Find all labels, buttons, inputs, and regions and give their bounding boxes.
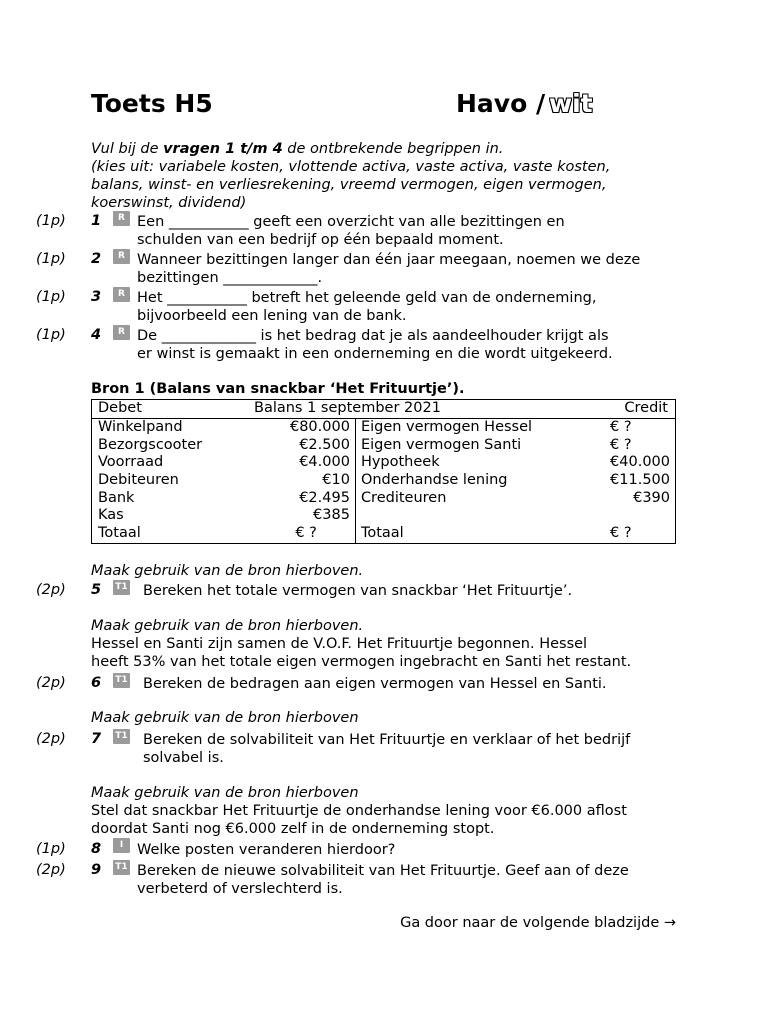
- question-number: 5: [91, 582, 102, 598]
- credit-value: €11.500: [610, 472, 670, 489]
- credit-value: €390: [633, 489, 670, 506]
- source-reference: Maak gebruik van de bron hierboven.: [91, 563, 364, 579]
- credit-total-label: Totaal: [360, 525, 404, 542]
- instruction-choices: balans, winst- en verliesrekening, vreemd vermogen, eigen vermogen,: [91, 177, 607, 193]
- credit-label: Eigen vermogen Hessel: [360, 419, 533, 436]
- debit-label: Bank: [98, 489, 135, 506]
- question-points: (1p): [36, 213, 66, 229]
- next-page-note: Ga door naar de volgende bladzijde →: [400, 915, 676, 931]
- debit-value: €10: [257, 472, 355, 490]
- question-type-badge: R: [113, 211, 130, 226]
- credit-label: Onderhandse lening: [360, 472, 508, 489]
- question-type-badge: T1: [113, 860, 130, 875]
- source-reference: Maak gebruik van de bron hierboven: [91, 710, 359, 726]
- question-number: 8: [91, 841, 102, 857]
- source-reference: Maak gebruik van de bron hierboven.: [91, 618, 364, 634]
- question-text: Het ___________ betreft het geleende geld van de onderneming,: [137, 290, 597, 306]
- question-text: De _____________ is het bedrag dat je als aandeelhouder krijgt als: [137, 328, 609, 344]
- credit-value: [605, 507, 675, 525]
- debit-value: €385: [257, 507, 355, 525]
- question-text: Bereken de nieuwe solvabiliteit van Het Frituurtje. Geef aan of deze: [137, 863, 629, 879]
- level-badge: wit: [549, 89, 593, 118]
- question-number: 1: [91, 213, 102, 229]
- credit-label: Crediteuren: [360, 489, 447, 506]
- question-type-badge: I: [113, 838, 130, 853]
- credit-label: [355, 507, 605, 525]
- question-text: Een ___________ geeft een overzicht van alle bezittingen en: [137, 214, 565, 230]
- question-points: (1p): [36, 841, 66, 857]
- question-text: schulden van een bedrijf op één bepaald moment.: [137, 232, 504, 248]
- debit-total-label: Totaal: [98, 525, 141, 542]
- question-type-badge: T1: [113, 673, 130, 688]
- question-points: (2p): [36, 582, 66, 598]
- question-number: 9: [91, 862, 102, 878]
- question-type-badge: T1: [113, 580, 130, 595]
- question-points: (1p): [36, 327, 66, 343]
- question-text: verbeterd of verslechterd is.: [137, 881, 343, 897]
- instruction-choices: koerswinst, dividend): [91, 195, 247, 211]
- question-context: Stel dat snackbar Het Frituurtje de onderhandse lening voor €6.000 aflost: [91, 803, 627, 819]
- balance-date-header: Balans 1 september 2021: [254, 400, 441, 417]
- debit-value: €80.000: [257, 418, 355, 436]
- debit-label: Debiteuren: [98, 472, 179, 489]
- page-title: Toets H5: [91, 89, 213, 118]
- question-number: 2: [91, 251, 102, 267]
- question-text: bezittingen _____________.: [137, 270, 323, 286]
- question-text: er winst is gemaakt in een onderneming en die wordt uitgekeerd.: [137, 346, 613, 362]
- question-points: (2p): [36, 862, 66, 878]
- question-number: 6: [91, 675, 102, 691]
- question-number: 4: [91, 327, 102, 343]
- question-text: Wanneer bezittingen langer dan één jaar meegaan, noemen we deze: [137, 252, 641, 268]
- debit-value: €2.500: [257, 436, 355, 454]
- question-text: Bereken de solvabiliteit van Het Frituurtje en verklaar of het bedrijf: [143, 732, 631, 748]
- debit-label: Voorraad: [98, 454, 164, 471]
- question-type-badge: T1: [113, 729, 130, 744]
- question-points: (1p): [36, 289, 66, 305]
- source-reference: Maak gebruik van de bron hierboven: [91, 785, 359, 801]
- table-row: [92, 472, 676, 490]
- table-row: [92, 507, 676, 525]
- debit-label: Bezorgscooter: [98, 436, 203, 453]
- table-total-row: [92, 525, 676, 543]
- debit-value: €2.495: [257, 489, 355, 507]
- debit-label: Kas: [98, 507, 124, 524]
- debit-header: Debet: [98, 400, 142, 417]
- balance-sheet-table: [91, 399, 676, 544]
- table-header: [92, 400, 676, 419]
- credit-label: Hypotheek: [360, 454, 440, 471]
- question-number: 3: [91, 289, 102, 305]
- question-context: heeft 53% van het totale eigen vermogen ingebracht en Santi het restant.: [91, 654, 632, 670]
- table-row: [92, 418, 676, 436]
- level-label: Havo /: [456, 89, 546, 118]
- question-text: Bereken de bedragen aan eigen vermogen van Hessel en Santi.: [143, 676, 607, 692]
- question-points: (2p): [36, 675, 66, 691]
- debit-value: €4.000: [257, 454, 355, 472]
- debit-label: Winkelpand: [98, 419, 183, 436]
- credit-header: Credit: [624, 400, 668, 417]
- source-title: Bron 1 (Balans van snackbar ‘Het Frituurtje’).: [91, 381, 465, 397]
- question-text: Welke posten veranderen hierdoor?: [137, 842, 396, 858]
- table-row: [92, 436, 676, 454]
- credit-value: € ?: [610, 436, 632, 453]
- credit-label: Eigen vermogen Santi: [360, 436, 522, 453]
- table-row: [92, 454, 676, 472]
- table-row: [92, 489, 676, 507]
- question-type-badge: R: [113, 325, 130, 340]
- question-context: doordat Santi nog €6.000 zelf in de onderneming stopt.: [91, 821, 495, 837]
- question-type-badge: R: [113, 287, 130, 302]
- table-header-row: [92, 400, 676, 419]
- debit-total-value: € ?: [257, 525, 355, 543]
- question-text: Bereken het totale vermogen van snackbar ‘Het Frituurtje’.: [143, 583, 573, 599]
- credit-value: €40.000: [610, 454, 670, 471]
- instruction-choices: (kies uit: variabele kosten, vlottende activa, vaste activa, vaste kosten,: [91, 159, 611, 175]
- question-number: 7: [91, 731, 102, 747]
- question-text: bijvoorbeeld een lening van de bank.: [137, 308, 407, 324]
- question-type-badge: R: [113, 249, 130, 264]
- question-points: (1p): [36, 251, 66, 267]
- instruction-line: Vul bij de vragen 1 t/m 4 de ontbrekende begrippen in.: [91, 141, 504, 157]
- credit-value: € ?: [610, 419, 632, 436]
- question-context: Hessel en Santi zijn samen de V.O.F. Het Frituurtje begonnen. Hessel: [91, 636, 588, 652]
- question-text: solvabel is.: [143, 750, 224, 766]
- credit-total-value: € ?: [610, 525, 632, 542]
- question-points: (2p): [36, 731, 66, 747]
